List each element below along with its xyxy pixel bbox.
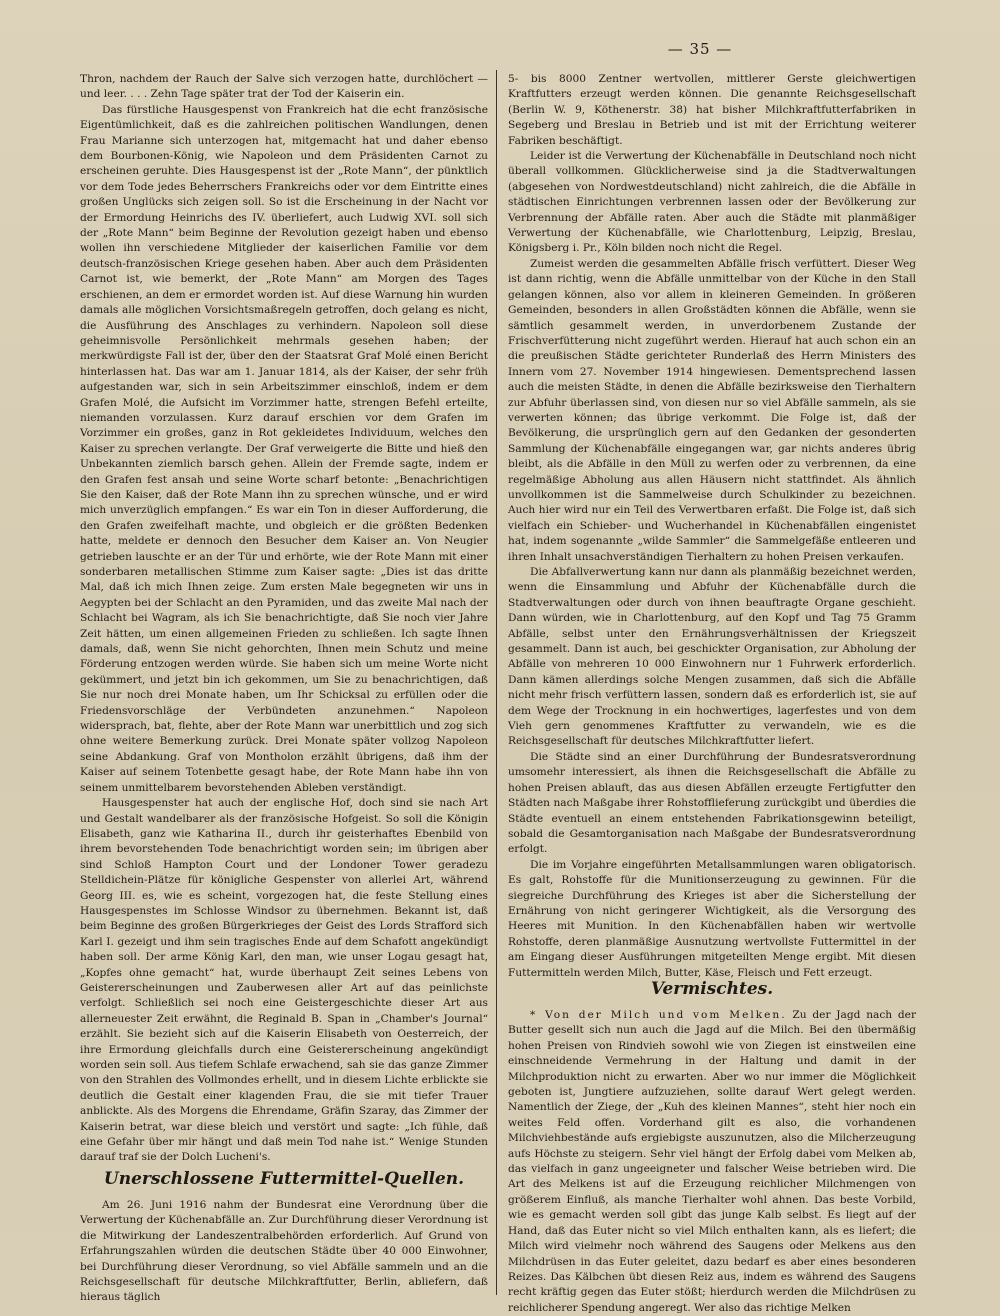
paragraph [508, 1008, 916, 1316]
paragraph: Die im Vorjahre eingeführten Metallsammlungen waren obligatorisch. Es galt, Rohstoffe für die Munitionserzeugung zu gewinnen. Für die siegreiche Durchführung des Krieges ist aber die Sicherstellung der Ernährung von nicht geringerer Wichtigkeit, als die Versorgung des Heeres mit Munition. In den Küchenabfällen haben wir wertvolle Rohstoffe, deren planmäßige Ausnutzung wertvollste Futtermittel in der am Eingang dieser Ausführungen mitgeteilten Menge ergibt. Mit diesen Futtermitteln werden Milch, Butter, Käse, Fleisch und Fett erzeugt. [508, 858, 916, 979]
paragraph: 5- bis 8000 Zentner wertvollen, mittlerer Gerste gleichwertigen Kraftfutters erzeugt werden können. Die genannte Reichsgesellschaft (Berlin W. 9, Köthenerstr. 38) hat bisher Milchkraftfutterfabriken in Segeberg und Breslau in Betrieb und ist mit der Errichtung weiterer Fabriken beschäftigt. [508, 73, 916, 147]
item-text: Zu der Jagd nach der Butter gesellt sich nun auch die Jagd auf die Milch. Bei den übermäßig hohen Preisen von Rindvieh sowohl wie von Ziegen ist einstweilen eine einschneidende Vermehrung in der Haltung und damit in der Milchproduktion nicht zu erwarten. Aber wo nur immer die Möglichkeit geboten ist, Jungtiere aufzuziehen, sollte darauf Wert gelegt werden. Namentlich der Ziege, der „Kuh des kleinen Mannes“, steht hier noch ein weites Feld offen. Vorderhand gilt es also, die vorhandenen Milchviehbestände aufs ergiebigste auszunutzen, also die Milcherzeugung aufs Höchste zu steigern. Sehr viel hängt der Erfolg dabei vom Melken ab, das vielfach in ganz ungeeigneter und falscher Weise betrieben wird. Die Art des Melkens ist auf die Erzeugung reichlicher Milchmengen von größerem Einfluß, als manche Tierhalter wohl ahnen. Das beste Vorbild, wie es gemacht werden soll gibt das junge Kalb selbst. Es liegt auf der Hand, daß das Euter nicht so viel Milch enthalten kann, als es liefert; die Milch wird vielmehr noch während des Saugens oder Melkens aus den Milchdrüsen in das Euter geleitet, dazu bedarf es aber eines besonderen Reizes. Das Kälbchen übt diesen Reiz aus, indem es während des Saugens recht kräftig gegen das Euter stößt; hierdurch werden die Milchdrüsen zu reichlicherer Spendung angeregt. Wer also das richtige Melken [508, 1009, 917, 1314]
paragraph: Leider ist die Verwertung der Küchenabfälle in Deutschland noch nicht überall vollkommen. Glücklicherweise sind ja die Stadtverwaltungen (abgesehen von Nordwestdeutschland) nicht zahlreich, die die Abfälle in städtischen Einrichtungen verbrennen lassen oder der Bevölkerung zur Verbrennung der Abfälle raten. Aber auch die Städte mit planmäßiger Verwertung der Küchenabfälle, wie Charlottenburg, Leipzig, Breslau, Königsberg i. Pr., Köln bilden noch nicht die Regel. [508, 150, 916, 255]
paragraph: Am 26. Juni 1916 nahm der Bundesrat eine Verordnung über die Verwertung der Küchenabfälle an. Zur Durchführung dieser Verordnung ist die Mitwirkung der Landeszentralbehörden erforderlich. Auf Grund von Erfahrungszahlen würden die deutschen Städte über 40 000 Einwohner, bei Durchführung dieser Verordnung, so viel Abfälle sammeln und an die Reichsgesellschaft für deutsche Milchkraftfutter, Berlin, abliefern, daß hieraus täglich [80, 1199, 488, 1304]
paragraph: Thron, nachdem der Rauch der Salve sich verzogen hatte, durchlöchert — und leer. . . . Zehn Tage später trat der Tod der Kaiserin ein. [80, 73, 488, 101]
paragraph: Die Städte sind an einer Durchführung der Bundesratsverordnung umsomehr interessiert, als ihnen die Reichsgesellschaft die Abfälle zu hohen Preisen ablauft, das aus diesen Abfällen erzeugte Fertigfutter den Städten nach Maßgabe ihrer Rohstofflieferung zurückgibt und überdies die Städte eventuell an einem entstehenden Fabrikationsgewinn beteiligt, sobald die Gesamtorganisation nach Maßgabe der Bundesratsverordnung erfolgt. [508, 750, 916, 856]
column-divider [496, 70, 497, 1295]
paragraph: Zumeist werden die gesammelten Abfälle frisch verfüttert. Dieser Weg ist dann richtig, wenn die Abfälle unmittelbar von der Küche in den Stall gelangen können, also vor allem in kleineren Gemeinden. In größeren Gemeinden, besonders in allen Großstädten können die Abfälle, wenn sie sämtlich gesammelt werden, in unverdorbenem Zustande der Frischverfütterung nicht zugeführt werden. Hierauf hat auch schon ein an die preußischen Städte gerichteter Runderlaß des Herrn Ministers des Innern vom 27. November 1914 hingewiesen. Dementsprechend lassen auch die meisten Städte, in denen die Abfälle bezirksweise den Tierhaltern zur Abfuhr überlassen sind, von diesen nur so viel Abfälle sammeln, als sie verwerten können; das übrige verkommt. Die Folge ist, daß der Bevölkerung, die ursprünglich gern auf den Gedanken der gesonderten Sammlung der Küchenabfälle eingegangen war, gar nichts anderes übrig bleibt, als die Abfälle in den Müll zu werfen oder zu verbrennen, da eine regelmäßige Abholung aus allen Häusern nicht stattfindet. Als ähnlich unvollkommen ist die Sammelweise durch Schulkinder zu bezeichnen. Auch hier wird nur ein Teil des Verwertbaren erfaßt. Die Folge ist, daß sich vielfach ein Schieber- und Wucherhandel in Küchenabfällen eingenistet hat, indem sogenannte „wilde Sammler“ die Sammelgefäße entleeren und ihren Inhalt unsachverständigen Tierhaltern zu hohen Preisen verkaufen. [508, 257, 916, 563]
section-heading: Vermischtes. [650, 979, 774, 999]
vermischtes-section [508, 970, 916, 1316]
left-column [80, 72, 488, 1164]
right-column [508, 72, 916, 979]
futtermittel-section [80, 1160, 488, 1306]
paragraph: Die Abfallverwertung kann nur dann als planmäßig bezeichnet werden, wenn die Einsammlung und Abfuhr der Küchenabfälle durch die Stadtverwaltungen oder durch von ihnen beauftragte Organe geschieht. Dann würden, wie in Charlottenburg, auf den Kopf und Tag 75 Gramm Abfälle, selbst unter den Ernährungsverhältnissen der Kriegszeit gesammelt. Dann ist auch, bei geschickter Organisation, zur Abholung der Abfälle von mehreren 10 000 Einwohnern nur 1 Fuhrwerk erforderlich. Dann kämen allerdings solche Mengen zusammen, daß sich die Abfälle nicht mehr frisch verfüttern lassen, sondern daß es erforderlich ist, sie auf dem Wege der Trocknung in ein hochwertiges, lagerfestes und von dem Vieh gern genommenes Kraftfutter zu verwandeln, wie es die Reichsgesellschaft für deutsches Milchkraftfutter liefert. [508, 566, 916, 748]
paragraph: Das fürstliche Hausgespenst von Frankreich hat die echt französische Eigentümlichkeit, daß es die zahlreichen politischen Wandlungen, denen Frau Marianne sich unterzogen hat, mitgemacht hat und daher ebenso dem Bourbonen-König, wie Napoleon und dem Präsidenten Carnot zu erscheinen geruhte. Dies Hausgespenst ist der „Rote Mann“, der pünktlich vor dem Tode jedes Beherrschers Frankreichs oder vor dem Eintritte eines großen Unglücks sich zeigen soll. So ist die Erscheinung in der Nacht vor der Ermordung Heinrichs des IV. überliefert, auch Ludwig XVI. soll sich der „Rote Mann“ beim Beginne der Revolution gezeigt haben und ebenso wollen ihn verschiedene Mitglieder der kaiserlichen Familie vor dem deutsch-französischen Kriege gesehen haben. Aber auch dem Präsidenten Carnot ist, wie bemerkt, der „Rote Mann“ am Morgen des Tages erschienen, an dem er ermordet worden ist. Auf diese Warnung hin wurden damals alle möglichen Vorsichtsmaßregeln getroffen, doch gelang es nicht, die Ausführung des Anschlages zu verhindern. Napoleon soll diese geheimnisvolle Persönlichkeit mehrmals gesehen haben; der merkwürdigste Fall ist der, über den der Staatsrat Graf Molé einen Bericht hinterlassen hat. Das war am 1. Januar 1814, als der Kaiser, der sehr früh aufgestanden war, sich in sein Arbeitszimmer einschloß, indem er dem Grafen Molé, die Aufsicht im Vorzimmer hatte, strengen Befehl erteilte, niemanden vorzulassen. Kurz darauf erschien vor dem Grafen im Vorzimmer ein großes, ganz in Rot gekleidetes Individuum, welches den Kaiser zu sprechen verlangte. Der Graf verweigerte die Bitte und hieß den Unbekannten ziemlich barsch gehen. Allein der Fremde sagte, indem er den Grafen fest ansah und seine Worte scharf betonte: „Benachrichtigen Sie den Kaiser, daß der Rote Mann ihn zu sprechen wünsche, und er wird mich unverzüglich empfangen.“ Es war ein Ton in dieser Aufforderung, die den Grafen zweifelhaft machte, und obgleich er die größten Bedenken hatte, meldete er dennoch den Besucher dem Kaiser an. Von Neugier getrieben lauschte er an der Tür und erhörte, wie der Rote Mann mit einer sonderbaren metallischen Stimme zum Kaiser sagte: „Dies ist das dritte Mal, daß ich mich Ihnen zeige. Zum ersten Male begegneten wir uns in Aegypten bei der Schlacht an den Pyramiden, und das zweite Mal nach der Schlacht bei Wagram, als ich Sie benachrichtigte, daß Sie noch vier Jahre Zeit hätten, um einen allgemeinen Frieden zu schließen. Ich sagte Ihnen damals, daß, wenn Sie nicht gehorchten, Ihnen mein Schutz und meine Förderung entzogen werden würde. Sie haben sich um meine Worte nicht gekümmert, und jetzt bin ich gekommen, um Sie zu benachrichtigen, daß Sie nur noch drei Monate haben, um Ihr Schicksal zu erfüllen oder die Friedensvorschläge der Verbündeten anzunehmen.“ Napoleon widersprach, bat, flehte, aber der Rote Mann war unerbittlich und zog sich ohne weitere Bemerkung zurück. Drei Monate später vollzog Napoleon seine Abdankung. Graf von Montholon erzählt übrigens, daß ihm der Kaiser auf seinem Totenbette gesagt habe, der Rote Mann habe ihn von seinem unmittelbarem bevorstehenden Ableben verständigt. [80, 103, 488, 794]
paragraph: Hausgespenster hat auch der englische Hof, doch sind sie nach Art und Gestalt wandelbarer als der französische Hofgeist. So soll die Königin Elisabeth, ganz wie Katharina II., durch ihr geisterhaftes Ebenbild von ihrem bevorstehenden Tode benachrichtigt worden sein; im übrigen aber sind Schloß Hampton Court und der Londoner Tower geradezu Stelldichein-Plätze für königliche Gespenster von allerlei Art, während Georg III. es, wie es scheint, vorgezogen hat, die feste Stellung eines Hausgespenstes im Schlosse Windsor zu übernehmen. Bekannt ist, daß beim Beginne des großen Bürgerkrieges der Geist des Lords Strafford sich Karl I. gezeigt und ihm sein tragisches Ende auf dem Schafott angekündigt haben soll. Der arme König Karl, den man, wie unser Logau gesagt hat, „Kopfes ohne gemacht“ hat, wurde überhaupt Zeit seines Lebens von Geistererscheinungen und Zauberwesen aller Art auf das peinlichste verfolgt. Schließlich sei noch eine Geistergeschichte dieser Art aus allerneuester Zeit erwähnt, die Reginald B. Span in „Chamber's Journal“ erzählt. Sie bezieht sich auf die Kaiserin Elisabeth von Oesterreich, der ihre Ermordung gleichfalls durch eine Geistererscheinung angekündigt worden sein soll. Aus tiefem Schlafe erwachend, sah sie das ganze Zimmer von den Strahlen des Vollmondes erhellt, und in diesem Lichte erblickte sie deutlich die Gestalt einer klagenden Frau, die sie mit tiefer Trauer anblickte. Als des Morgens die Ehrendame, Gräfin Szaray, das Zimmer der Kaiserin betrat, war diese bleich und verstört und sagte: „Ich fühle, daß eine Gefahr über mir hängt und daß mein Tod nahe ist.“ Wenige Stunden darauf traf sie der Dolch Lucheni's. [80, 797, 488, 1164]
page-number: — 35 — [667, 40, 733, 58]
section-heading: Unerschlossene Futtermittel-Quellen. [103, 1169, 465, 1189]
item-lead: * Von der Milch und vom Melken. [530, 1009, 787, 1021]
